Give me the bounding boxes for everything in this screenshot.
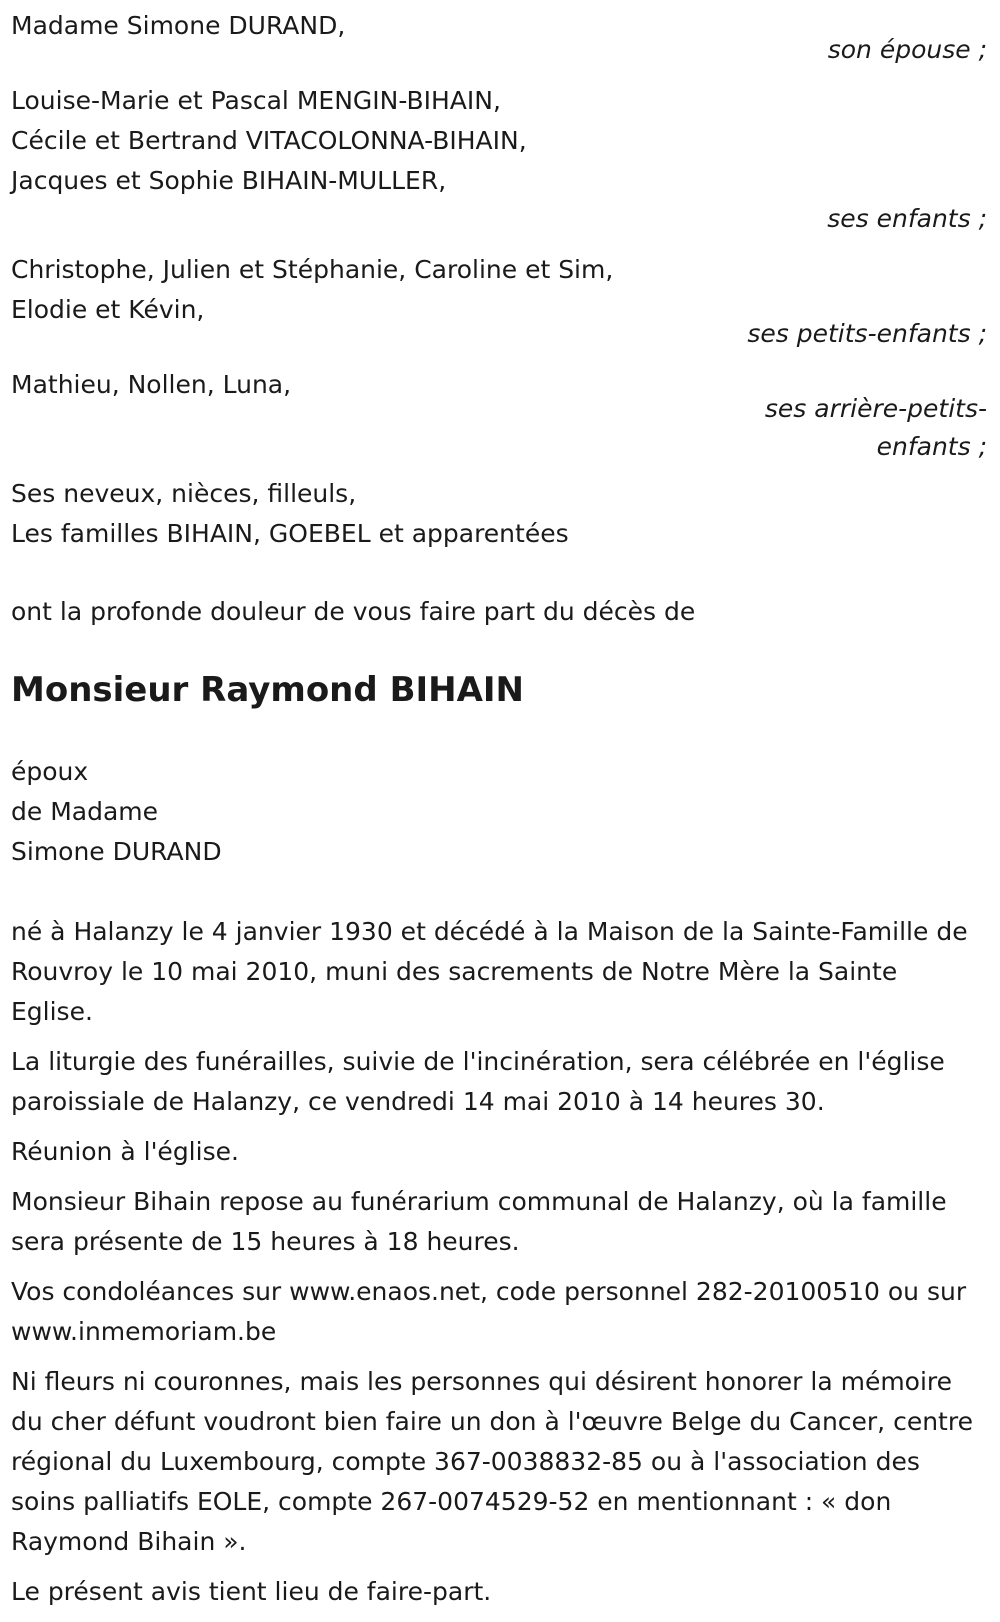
children-group <box>11 81 987 238</box>
condolences-paragraph: Vos condoléances sur www.enaos.net, code personnel 282-20100510 ou sur www.inmemoriam.be <box>11 1277 967 1346</box>
grandchildren-group <box>11 250 987 353</box>
funeral-paragraph: La liturgie des funérailles, suivie de l'incinération, sera célébrée en l'église paroissiale de Halanzy, ce vendredi 14 mai 2010 à 14 heures 30. <box>11 1047 945 1116</box>
great-grandchildren-role: ses arrière-petits- <box>764 394 987 423</box>
child-name: Louise-Marie et Pascal MENGIN-BIHAIN, <box>11 86 501 115</box>
meeting-paragraph: Réunion à l'église. <box>11 1137 239 1166</box>
spouse-of-line: de Madame <box>11 797 159 826</box>
child-name: Cécile et Bertrand VITACOLONNA-BIHAIN, <box>11 126 527 155</box>
other-relatives: Ses neveux, nièces, filleuls, <box>11 479 357 508</box>
spouse-of-line: époux <box>11 757 89 786</box>
obituary-notice <box>11 6 987 1622</box>
funerarium-paragraph: Monsieur Bihain repose au funérarium communal de Halanzy, où la famille sera présente de 15 heures à 18 heures. <box>11 1187 947 1256</box>
spouse-group <box>11 6 987 69</box>
details-block <box>11 912 987 1612</box>
grandchild-name: Elodie et Kévin, <box>11 295 205 324</box>
great-grandchild-name: Mathieu, Nollen, Luna, <box>11 370 292 399</box>
great-grandchildren-group <box>11 365 987 466</box>
donation-paragraph: Ni fleurs ni couronnes, mais les personnes qui désirent honorer la mémoire du cher défunt voudront bien faire un don à l'œuvre Belge du Cancer, centre régional du Luxembourg, compte 367-0038832-85 ou à l'association des soins palliatifs EOLE, compte 267-0074529-52 en mentionnant : « don Raymond Bihain ». <box>11 1367 973 1556</box>
other-relatives: Les familles BIHAIN, GOEBEL et apparentées <box>11 519 569 548</box>
closing-paragraph: Le présent avis tient lieu de faire-part. <box>11 1577 492 1606</box>
deceased-name-heading: Monsieur Raymond BIHAIN <box>11 670 525 710</box>
spouse-name: Madame Simone DURAND, <box>11 11 346 40</box>
spouse-role: son épouse ; <box>827 35 987 64</box>
other-relatives-group <box>11 474 987 554</box>
children-role: ses enfants ; <box>827 204 987 233</box>
birth-death-paragraph: né à Halanzy le 4 janvier 1930 et décédé à la Maison de la Sainte-Famille de Rouvroy le 10 mai 2010, muni des sacrements de Notre Mère la Sainte Eglise. <box>11 917 968 1026</box>
child-name: Jacques et Sophie BIHAIN-MULLER, <box>11 166 447 195</box>
great-grandchildren-role-cont: enfants ; <box>876 432 987 461</box>
announcement-text: ont la profonde douleur de vous faire part du décès de <box>11 597 696 626</box>
spouse-of-line: Simone DURAND <box>11 837 222 866</box>
grandchild-name: Christophe, Julien et Stéphanie, Caroline et Sim, <box>11 255 614 284</box>
grandchildren-role: ses petits-enfants ; <box>747 319 987 348</box>
spouse-of-block <box>11 752 987 872</box>
